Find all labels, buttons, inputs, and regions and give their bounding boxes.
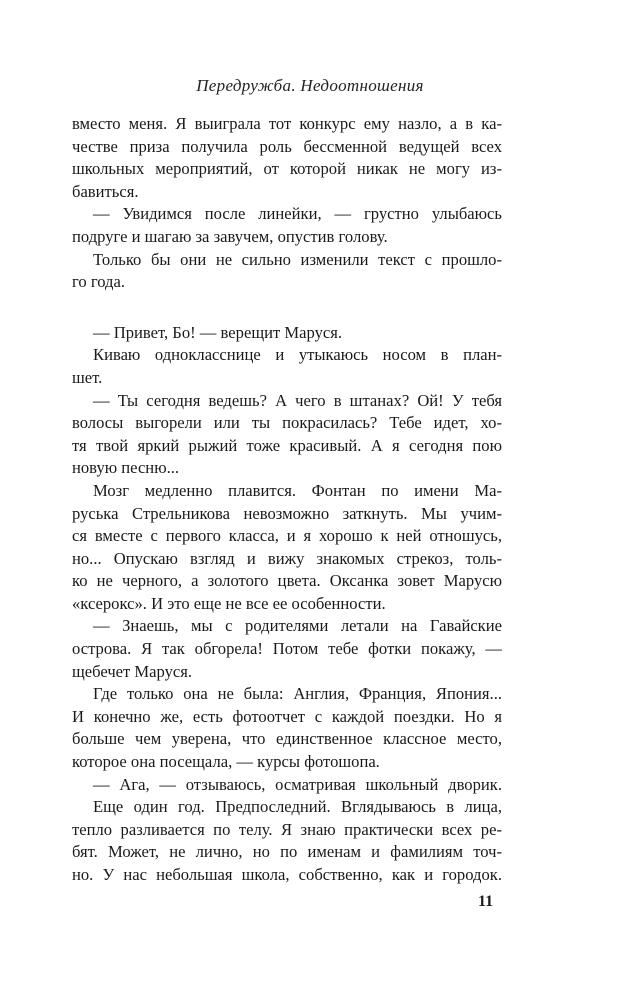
text-line: щебечет Маруся. [72, 661, 193, 681]
text-line: Еще один год. Предпоследний. Вглядываюсь в лица, [93, 797, 502, 817]
text-line: бят. Может, не лично, но по именам и фамилиям точ- [72, 842, 502, 862]
text-line: школьных мероприятий, от которой никак не могу из- [72, 159, 502, 179]
text-line: — Ты сегодня ведешь? А чего в штанах? Ой! У тебя [93, 390, 502, 410]
text-line: Только бы они не сильно изменили текст с прошло- [93, 249, 502, 269]
text-line: но... Опускаю взгляд и вижу знакомых стрекоз, толь- [72, 548, 502, 568]
body-text [72, 113, 502, 887]
text-line: тепло разливается по телу. Я знаю практически всех ре- [72, 819, 502, 839]
text-line: новую песню... [72, 458, 180, 478]
text-line: ся вместе с первого класса, и я хорошо к ней отношусь, [72, 526, 502, 546]
text-line: ко не черного, а золотого цвета. Оксанка зовет Марусю [72, 571, 502, 591]
text-line: бавиться. [72, 181, 139, 201]
running-head: Передружба. Недоотношения [196, 76, 424, 95]
text-line: волосы выгорели или ты покрасилась? Тебе идет, хо- [72, 413, 502, 433]
text-line: — Ага, — отзываюсь, осматривая школьный дворик. [93, 774, 502, 794]
text-line: больше чем уверена, что единственное классное место, [72, 729, 502, 749]
text-line: Мозг медленно плавится. Фонтан по имени Ма- [93, 480, 502, 500]
text-line: «ксерокс». И это еще не все ее особенности. [72, 593, 386, 613]
text-line: И конечно же, есть фотоотчет с каждой поездки. Но я [72, 706, 502, 726]
text-line: острова. Я так обгорела! Потом тебе фотки покажу, — [72, 639, 502, 659]
text-line: — Увидимся после линейки, — грустно улыбаюсь [93, 204, 502, 224]
text-line: честве приза получила роль бессменной ведущей всех [72, 136, 502, 156]
text-line: — Привет, Бо! — верещит Маруся. [93, 322, 343, 342]
text-line: которое она посещала, — курсы фотошопа. [72, 752, 380, 772]
text-line: Киваю однокласснице и утыкаюсь носом в план- [93, 345, 502, 365]
text-line: го года. [72, 272, 126, 292]
text-line: но. У нас небольшая школа, собственно, как и городок. [72, 865, 502, 884]
text-line: подруге и шагаю за завучем, опустив голову. [72, 226, 388, 246]
text-line: — Знаешь, мы с родителями летали на Гавайские [93, 616, 502, 636]
text-line: вместо меня. Я выиграла тот конкурс ему назло, а в ка- [72, 114, 502, 133]
page-number: 11 [478, 893, 494, 910]
text-line: тя твой яркий рыжий тоже красивый. А я сегодня пою [72, 435, 502, 455]
section-break [72, 294, 502, 322]
text-line: шет. [72, 367, 103, 387]
text-line: руська Стрельникова невозможно заткнуть. Мы учим- [72, 503, 502, 523]
text-line: Где только она не была: Англия, Франция, Япония... [93, 684, 502, 704]
